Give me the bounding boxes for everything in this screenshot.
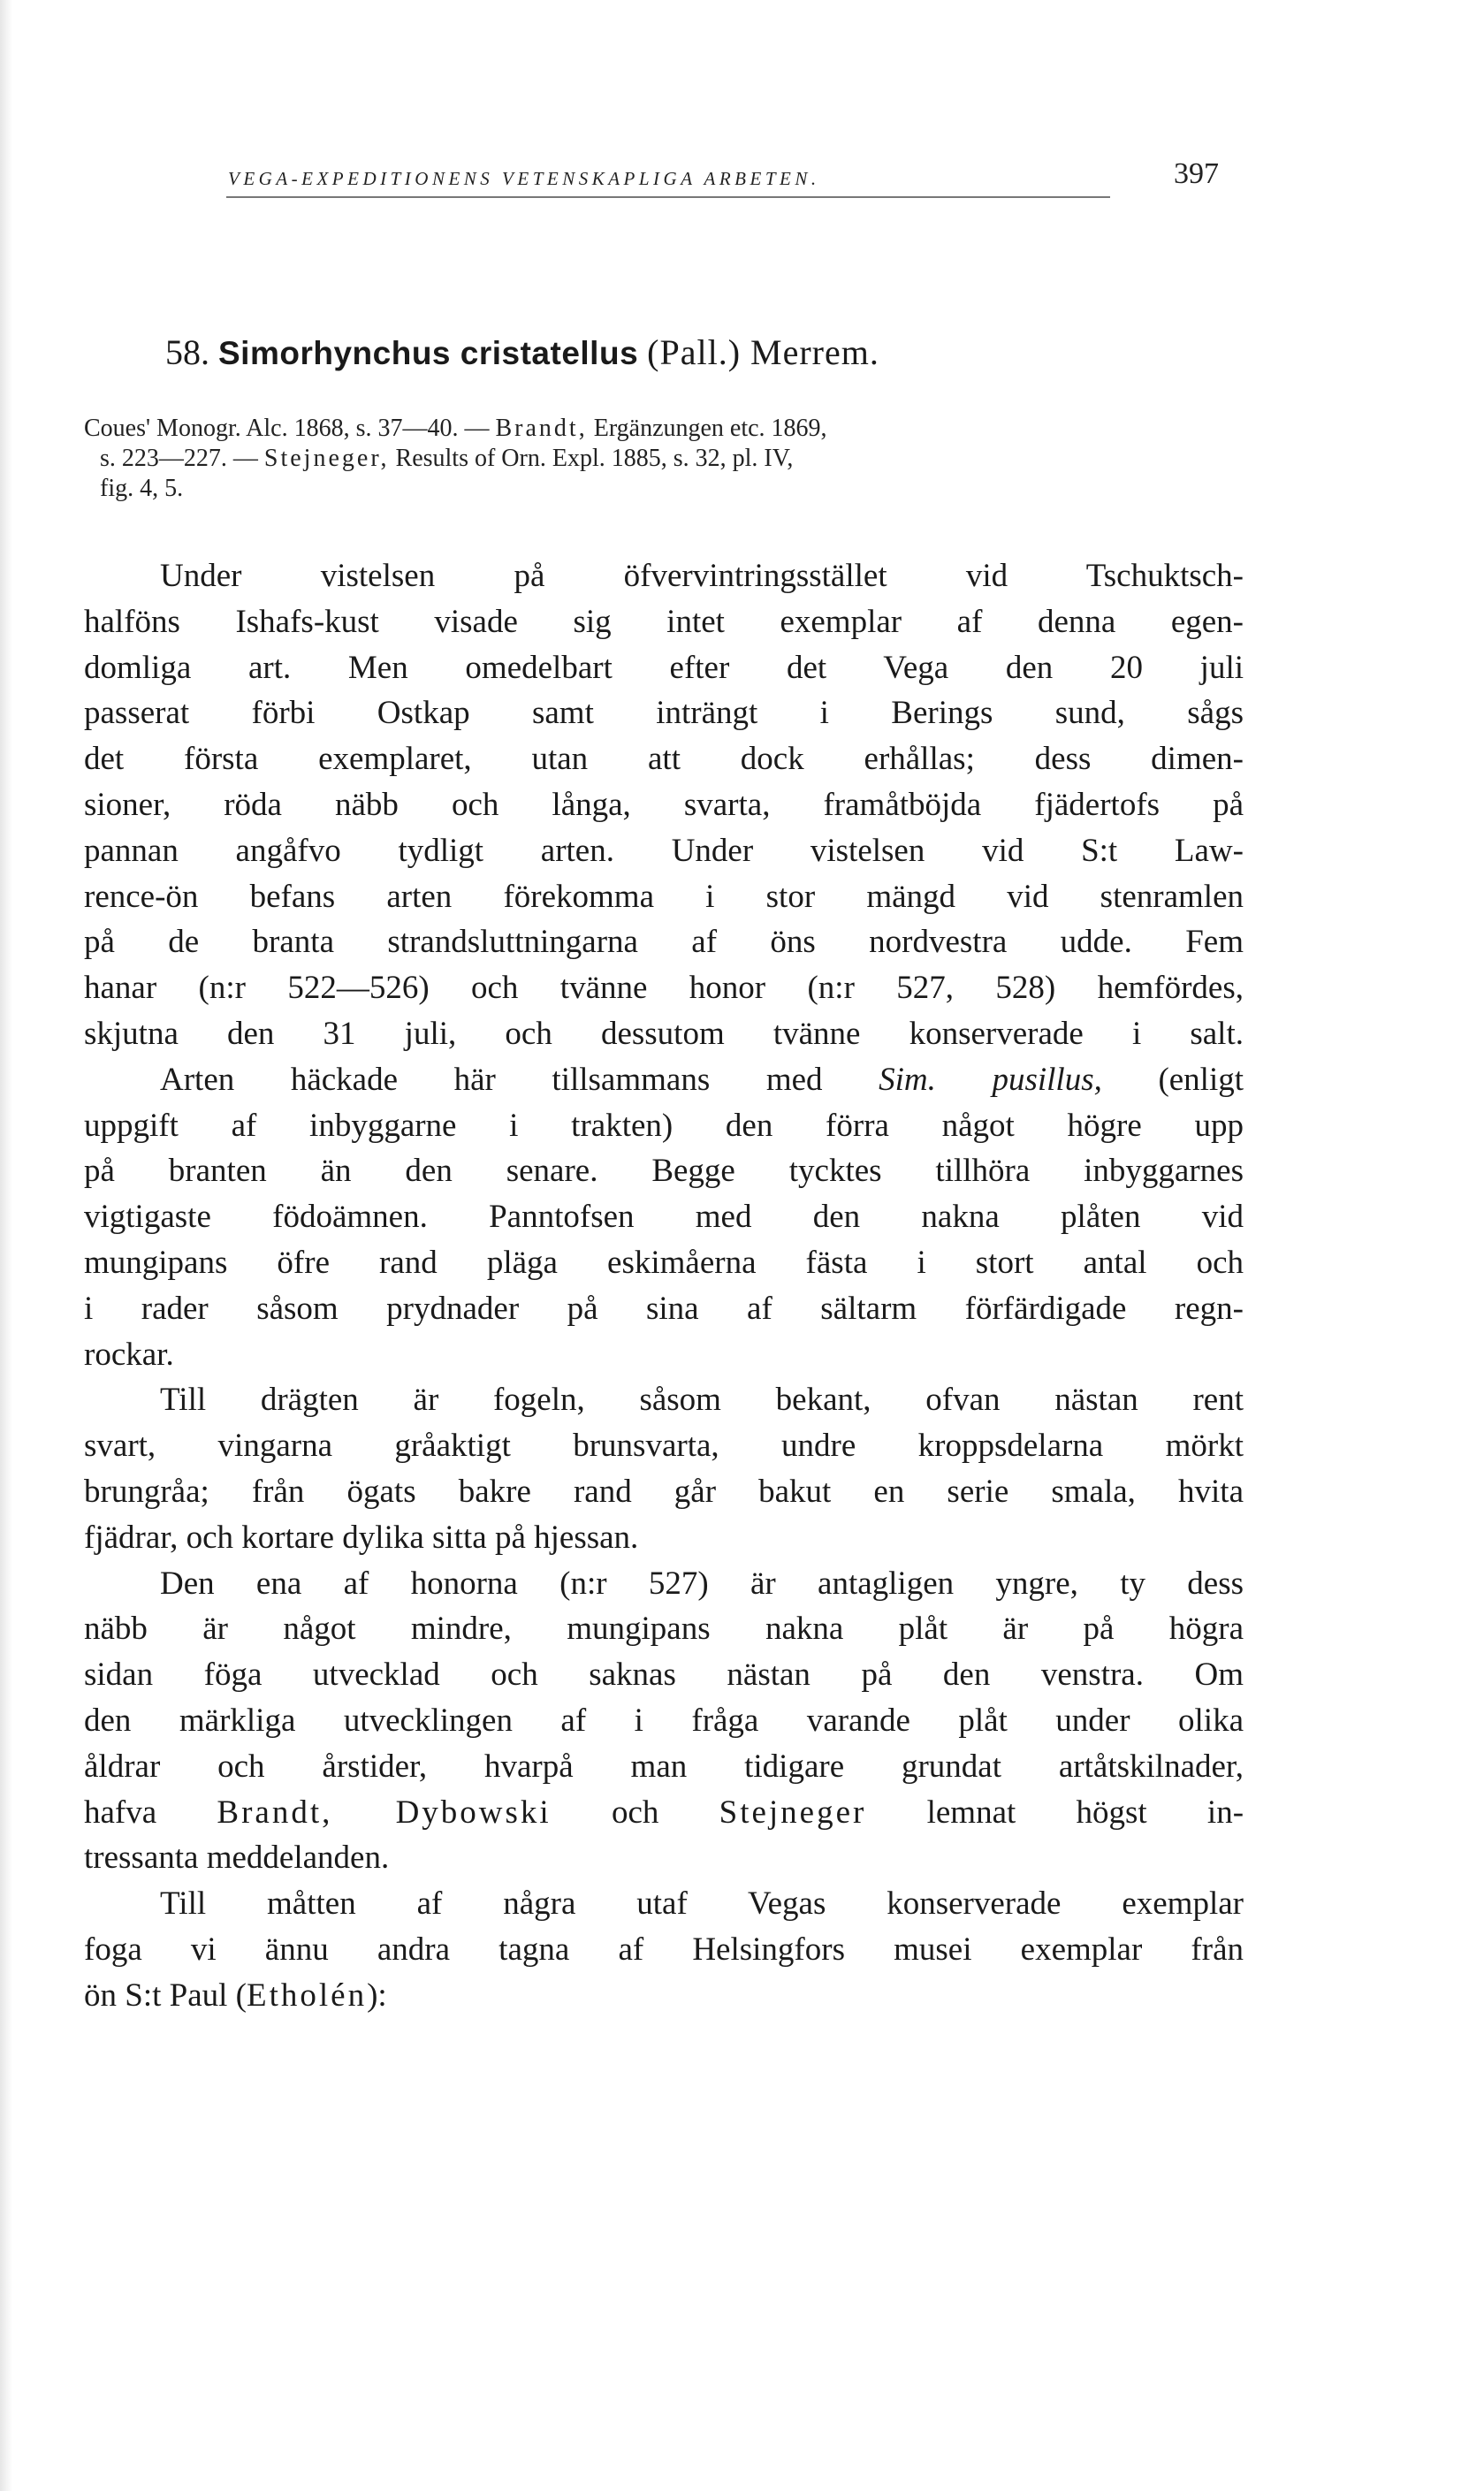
running-head-rule	[226, 196, 1110, 198]
species-author: (Pall.) Merrem.	[647, 332, 879, 372]
paragraph-4	[84, 1561, 1244, 1882]
citation-author: Stejneger,	[263, 445, 390, 472]
species-number: 58.	[165, 332, 209, 372]
species-reference: Sim. pusillus,	[879, 1061, 1102, 1098]
text-segment: och	[611, 1794, 659, 1831]
text-line: uppgift af inbyggarne i trakten) den förra något högre upp	[84, 1107, 1244, 1144]
text-line: Till drägten är fogeln, såsom bekant, ofvan nästan rent	[160, 1382, 1244, 1419]
text-line: åldrar och årstider, hvarpå man tidigare grundat artåtskilnader,	[84, 1748, 1244, 1785]
text-segment: ):	[367, 1977, 387, 2014]
text-segment: hafva	[84, 1794, 157, 1831]
text-line: sioner, röda näbb och långa, svarta, framåtböjda fjädertofs på	[84, 786, 1244, 823]
text-line: halföns Ishafs-kust visade sig intet exemplar af denna egen-	[84, 603, 1244, 640]
text-segment: (enligt	[1158, 1061, 1244, 1098]
species-heading	[165, 331, 1314, 373]
text-line: Till måtten af några utaf Vegas konserverade exemplar	[160, 1885, 1244, 1923]
text-line: rockar.	[84, 1336, 174, 1373]
text-line: vigtigaste födoämnen. Panntofsen med den nakna plåten vid	[84, 1199, 1244, 1236]
text-segment: lemnat högst in-	[926, 1794, 1244, 1831]
citation-text: Coues' Monogr. Alc. 1868, s. 37—40. —	[84, 415, 490, 442]
text-line: domliga art. Men omedelbart efter det Vega den 20 juli	[84, 649, 1244, 686]
text-line: näbb är något mindre, mungipans nakna plåt är på högra	[84, 1611, 1244, 1648]
text-line	[84, 1790, 1244, 1836]
paragraph-1	[84, 553, 1244, 1057]
text-line: sidan föga utvecklad och saknas nästan på den venstra. Om	[84, 1657, 1244, 1694]
citation-line: fig. 4, 5.	[100, 475, 184, 502]
citation-text: Results of Orn. Expl. 1885, s. 32, pl. IV,	[395, 445, 794, 472]
text-line	[84, 1057, 1244, 1103]
paragraph-5	[84, 1881, 1244, 2018]
text-line: hanar (n:r 522—526) och tvänne honor (n:r 527, 528) hemfördes,	[84, 970, 1244, 1007]
text-line: Den ena af honorna (n:r 527) är antagligen yngre, ty dess	[160, 1565, 1244, 1602]
citation-text: s. 223—227. —	[100, 445, 258, 472]
text-line: svart, vingarna gråaktigt brunsvarta, undre kroppsdelarna mörkt	[84, 1428, 1244, 1465]
text-line: det första exemplaret, utan att dock erhållas; dess dimen-	[84, 741, 1244, 778]
citation-line	[84, 444, 1251, 474]
citation-text: Ergänzungen etc. 1869,	[593, 415, 827, 442]
species-name: Simorhynchus cristatellus	[218, 335, 639, 371]
text-line: pannan angåfvo tydligt arten. Under vistelsen vid S:t Law-	[84, 832, 1244, 869]
text-segment: Arten häckade här tillsammans med	[160, 1061, 823, 1098]
author-names: Brandt, Dybowski	[217, 1794, 552, 1831]
text-line: foga vi ännu andra tagna af Helsingfors musei exemplar från	[84, 1931, 1244, 1968]
text-line: mungipans öfre rand pläga eskimåerna fästa i stort antal och	[84, 1244, 1244, 1281]
text-line: fjädrar, och kortare dylika sitta på hjessan.	[84, 1519, 639, 1556]
paragraph-3	[84, 1377, 1244, 1560]
author-name: Stejneger	[719, 1794, 867, 1831]
text-line: skjutna den 31 juli, och dessutom tvänne konserverade i salt.	[84, 1015, 1244, 1052]
body-text	[84, 553, 1244, 2019]
text-line: brungråa; från ögats bakre rand går bakut en serie smala, hvita	[84, 1473, 1244, 1510]
page-number: 397	[1174, 157, 1219, 190]
text-line: tressanta meddelanden.	[84, 1840, 390, 1877]
running-head: VEGA-EXPEDITIONENS VETENSKAPLIGA ARBETEN.	[228, 168, 820, 189]
page-edge-shadow	[0, 0, 12, 2491]
text-segment: ön S:t Paul (	[84, 1977, 247, 2014]
text-line: på de branta strandsluttningarna af öns nordvestra udde. Fem	[84, 924, 1244, 961]
author-name: Etholén	[247, 1977, 368, 2014]
text-line: i rader såsom prydnader på sina af sältarm förfärdigade regn-	[84, 1290, 1244, 1327]
text-line: den märkliga utvecklingen af i fråga varande plåt under olika	[84, 1702, 1244, 1739]
text-line	[84, 1973, 1244, 2019]
citation-block	[84, 414, 1251, 504]
citation-author: Brandt,	[495, 415, 588, 442]
text-line: Under vistelsen på öfvervintringsstället vid Tschuktsch-	[160, 558, 1244, 594]
text-line: på branten än den senare. Begge tycktes tillhöra inbyggarnes	[84, 1153, 1244, 1190]
paragraph-2	[84, 1057, 1244, 1378]
text-line: rence-ön befans arten förekomma i stor mängd vid stenramlen	[84, 878, 1244, 915]
citation-line	[84, 414, 1251, 444]
text-line: passerat förbi Ostkap samt inträngt i Berings sund, sågs	[84, 695, 1244, 732]
